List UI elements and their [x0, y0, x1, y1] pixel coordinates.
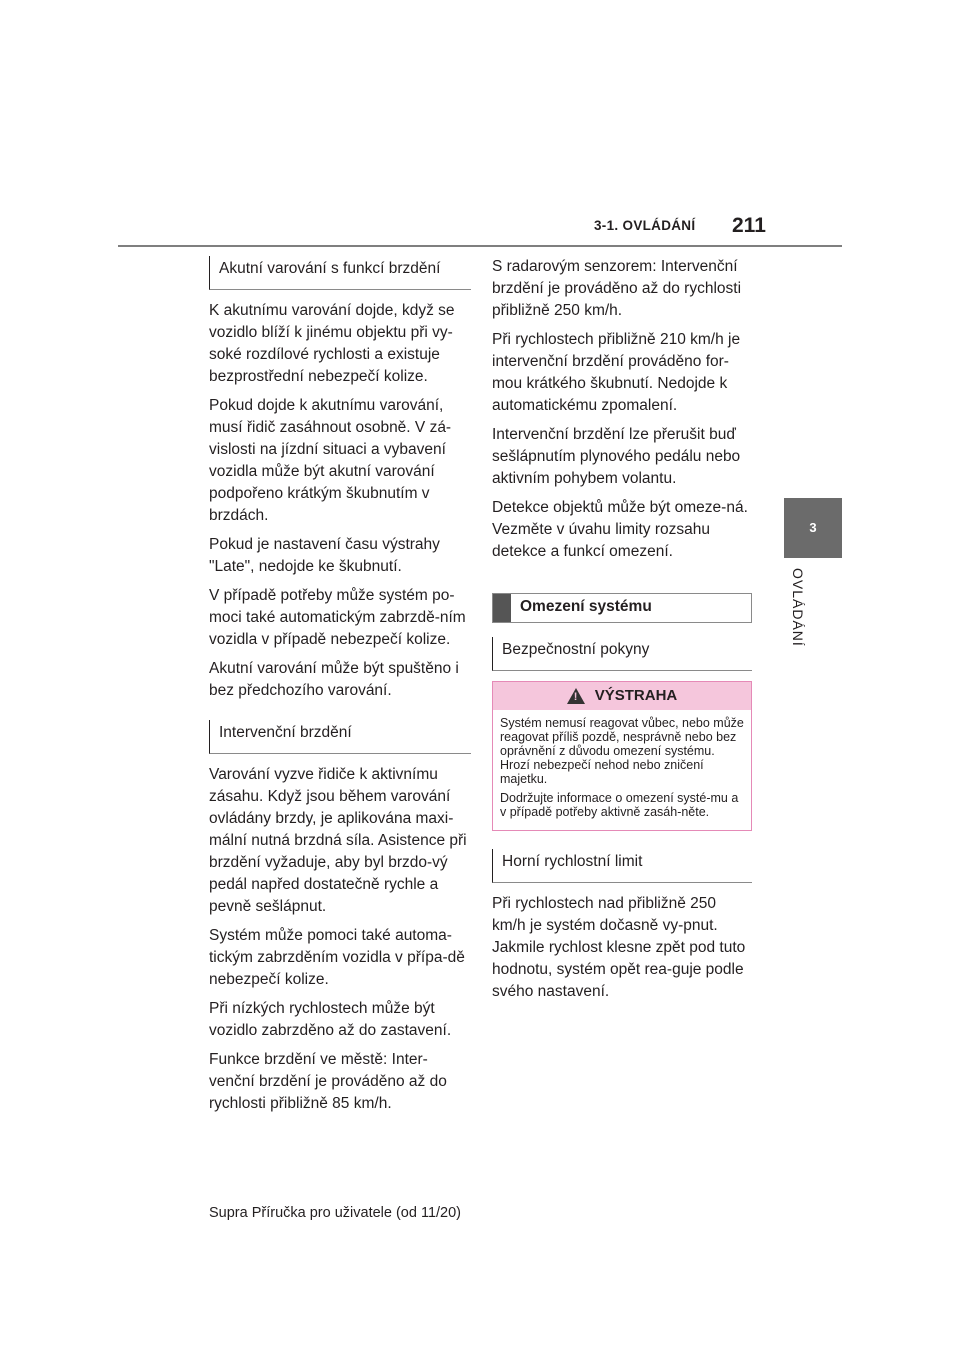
chapter-label: OVLÁDÁNÍ	[790, 568, 806, 647]
section-heading-text: Omezení systému	[520, 598, 652, 615]
chapter-tab: 3	[784, 498, 842, 558]
paragraph: Při rychlostech přibližně 210 km/h je intervenční brzdění prováděno for-mou krátkého škubnutí. Nedojde k automatickému zpomalení.	[492, 331, 741, 414]
warning-header	[493, 682, 751, 710]
warning-text: Dodržujte informace o omezení systé-mu a v případě potřeby aktivně zasáh-něte.	[500, 791, 739, 819]
subheading-top-speed-limit: Horní rychlostní limit	[492, 849, 752, 883]
paragraph: Detekce objektů může být omeze-ná. Vezměte v úvahu limity rozsahu detekce a funkcí omezení.	[492, 499, 748, 560]
section-heading-system-limits	[492, 593, 752, 623]
paragraph: Varování vyzve řidiče k aktivnímu zásahu. Když jsou během varování ovládány brzdy, je aplikována maxi-mální nutná brzdná síla. Asistence při brzdění vyžaduje, aby byl brzdo-vý pedál napřed dostatečně rychle a pevně sešlápnut.	[209, 766, 467, 915]
paragraph: Systém může pomoci také automa-tickým zabrzděním vozidla v přípa-dě nebezpečí kolize.	[209, 927, 465, 988]
warning-title: VÝSTRAHA	[594, 687, 678, 704]
running-header-section: 3-1. OVLÁDÁNÍ	[594, 218, 696, 233]
paragraph: Akutní varování může být spuštěno i bez předchozího varování.	[209, 660, 459, 699]
page-number: 211	[732, 214, 766, 237]
left-column	[209, 256, 471, 1122]
warning-box	[492, 681, 752, 831]
warning-body	[493, 710, 751, 830]
subheading-acute-warning: Akutní varování s funkcí brzdění	[209, 256, 471, 290]
paragraph: Pokud dojde k akutnímu varování, musí řidič zasáhnout osobně. V zá-vislosti na jízdní situaci a vybavení vozidla může být akutní varování podpořeno krátkým škubnutím v brzdách.	[209, 397, 452, 524]
right-column	[492, 256, 752, 1010]
paragraph: Pokud je nastavení času výstrahy "Late", nedojde ke škubnutí.	[209, 536, 440, 575]
paragraph: V případě potřeby může systém po-moci také automatickým zabrzdě-ním vozidla v případě nebezpečí kolize.	[209, 587, 466, 648]
paragraph: Funkce brzdění ve městě: Inter-venční brzdění je prováděno až do rychlosti přibližně 85 km/h.	[209, 1051, 447, 1112]
warning-text: Systém nemusí reagovat vůbec, nebo může reagovat příliš pozdě, nesprávně nebo bez oprávnění z důvodu omezení systému. Hrozí nebezpečí nehod nebo zničení majetku.	[500, 716, 744, 786]
footer-text: Supra Příručka pro uživatele (od 11/20)	[209, 1205, 462, 1221]
subheading-intervention-braking: Intervenční brzdění	[209, 720, 471, 754]
paragraph: S radarovým senzorem: Intervenční brzdění je prováděno až do rychlosti přibližně 250 km/h.	[492, 258, 742, 319]
paragraph: Intervenční brzdění lze přerušit buď sešlápnutím plynového pedálu nebo aktivním pohybem volantu.	[492, 426, 741, 487]
paragraph: Při nízkých rychlostech může být vozidlo zabrzděno až do zastavení.	[209, 1000, 452, 1039]
paragraph: K akutnímu varování dojde, když se vozidlo blíží k jinému objektu při vy-soké rozdílové rychlosti a existuje bezprostřední nebezpečí kolize.	[209, 302, 455, 385]
subheading-safety-notes: Bezpečnostní pokyny	[492, 637, 752, 671]
warning-triangle-icon	[567, 688, 585, 704]
header-rule	[118, 245, 842, 247]
paragraph: Při rychlostech nad přibližně 250 km/h je systém dočasně vy-pnut. Jakmile rychlost klesne zpět pod tuto hodnotu, systém opět rea-guje podle svého nastavení.	[492, 895, 746, 1000]
section-heading-marker	[493, 594, 511, 622]
